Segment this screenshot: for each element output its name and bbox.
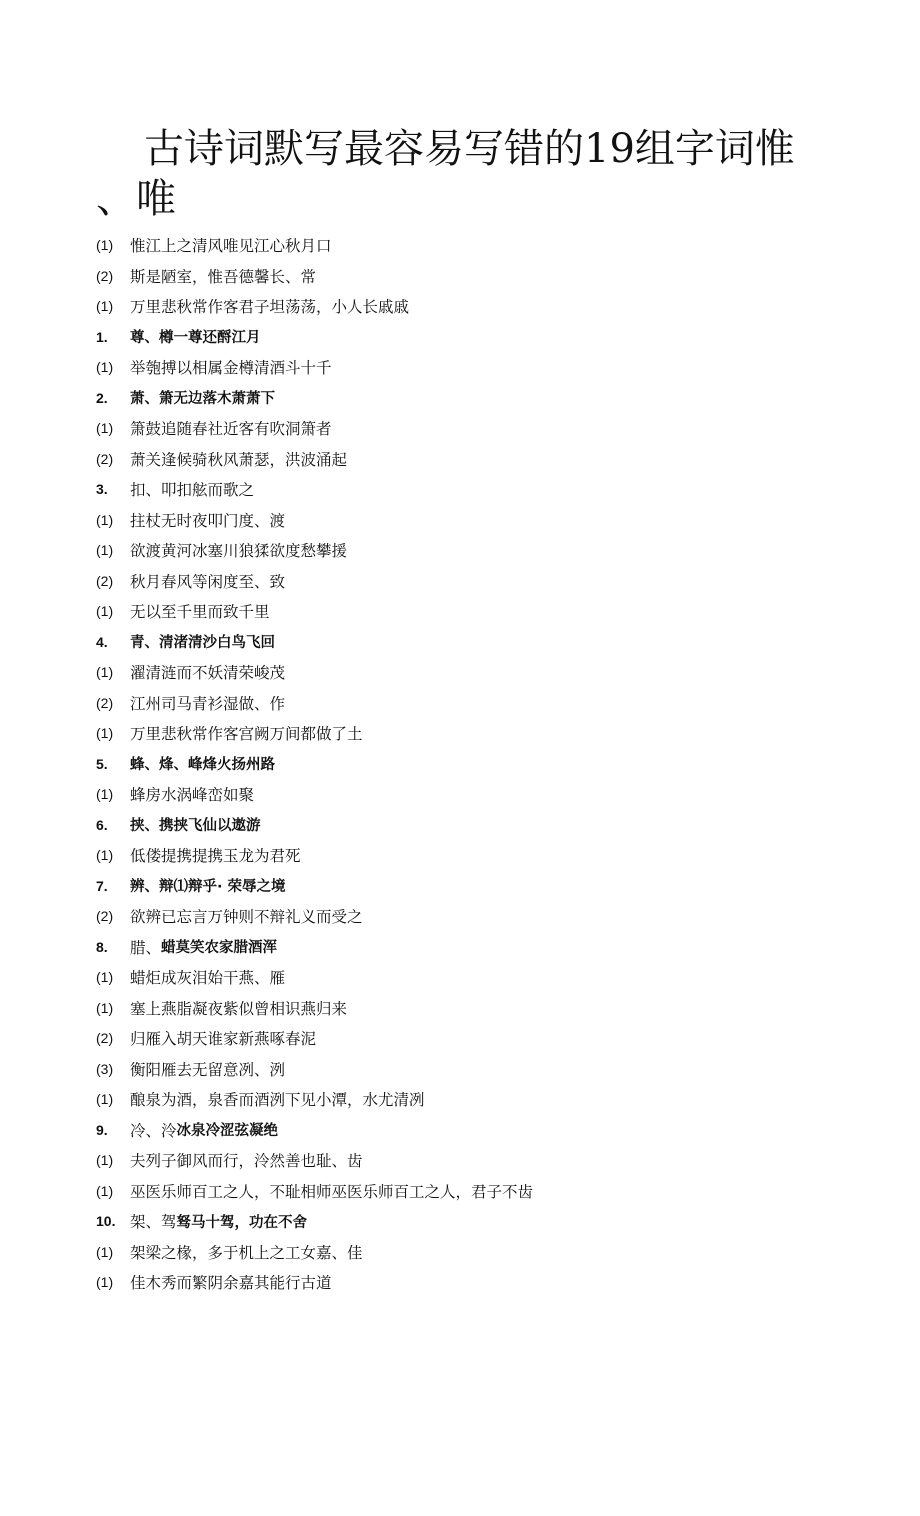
item-number: (1) bbox=[96, 1091, 114, 1108]
list-item bbox=[96, 1267, 876, 1298]
item-text: 萧关逢候骑秋风萧瑟，洪波涌起 bbox=[130, 450, 348, 469]
item-text: 举匏搏以相属金樽清酒斗十千 bbox=[130, 359, 332, 378]
item-number: 8. bbox=[96, 938, 108, 955]
list-item bbox=[96, 688, 876, 719]
list-item bbox=[96, 1176, 876, 1207]
item-number: 2. bbox=[96, 389, 108, 406]
item-text: 冷、泠 bbox=[130, 1121, 177, 1140]
item-number: (1) bbox=[96, 420, 114, 437]
item-number: (1) bbox=[96, 1243, 114, 1260]
page-title bbox=[96, 124, 816, 224]
list-item bbox=[96, 749, 876, 780]
item-bold-text: 驽马十驾，功在不舍 bbox=[176, 1214, 308, 1231]
list-item bbox=[96, 261, 876, 292]
item-number: (1) bbox=[96, 1182, 114, 1199]
item-bold-text: 蜡莫笑农家腊酒浑 bbox=[161, 940, 278, 957]
item-text: 架、驾 bbox=[130, 1213, 177, 1232]
item-number: (2) bbox=[96, 1030, 114, 1047]
item-number: 3. bbox=[96, 481, 108, 498]
list-item bbox=[96, 810, 876, 841]
item-number: (1) bbox=[96, 725, 114, 742]
title-line-1: 古诗词默写最容易写错的19组字词惟 bbox=[144, 126, 795, 172]
item-number: 10. bbox=[96, 1213, 116, 1230]
item-text: 欲渡黄河冰塞川狼猱欲度愁攀援 bbox=[130, 542, 348, 561]
item-text: 巫医乐师百工之人，不耻相师巫医乐师百工之人，君子不齿 bbox=[130, 1182, 534, 1201]
list-item bbox=[96, 291, 876, 322]
item-text: 酿泉为酒，泉香而酒洌下见小潭，水尤清冽 bbox=[130, 1091, 425, 1110]
item-text: 佳木秀而繁阴余嘉其能行古道 bbox=[130, 1274, 332, 1293]
list-item bbox=[96, 932, 876, 963]
item-text: 万里悲秋常作客宫阙万间都做了土 bbox=[130, 725, 363, 744]
item-number: (1) bbox=[96, 847, 114, 864]
list-item bbox=[96, 1237, 876, 1268]
item-text: 欲辨已忘言万钟则不辩礼义而受之 bbox=[130, 908, 363, 927]
list-item bbox=[96, 718, 876, 749]
item-number: (2) bbox=[96, 267, 114, 284]
item-text: 濯清涟而不妖清荣峻茂 bbox=[130, 664, 286, 683]
list-item bbox=[96, 871, 876, 902]
item-text: 无以至千里而致千里 bbox=[130, 603, 270, 622]
item-bold-text: 尊、樽一尊还酹江月 bbox=[130, 330, 261, 347]
item-text: 低偻提携提携玉龙为君死 bbox=[130, 847, 301, 866]
list-item bbox=[96, 596, 876, 627]
list-item bbox=[96, 1084, 876, 1115]
item-number: (1) bbox=[96, 664, 114, 681]
item-number: (2) bbox=[96, 450, 114, 467]
item-bold-text: 挟、携挟飞仙以遨游 bbox=[130, 818, 261, 835]
item-number: 1. bbox=[96, 328, 108, 345]
list-item bbox=[96, 962, 876, 993]
item-number: (1) bbox=[96, 999, 114, 1016]
item-bold-text: 青、清渚清沙白鸟飞回 bbox=[130, 635, 275, 652]
list-item bbox=[96, 993, 876, 1024]
item-text: 扣、叩扣舷而歌之 bbox=[130, 481, 255, 500]
item-text: 秋月春风等闲度至、致 bbox=[130, 572, 286, 591]
entry-list bbox=[96, 230, 876, 1298]
item-number: (1) bbox=[96, 1152, 114, 1169]
list-item bbox=[96, 901, 876, 932]
item-number: 9. bbox=[96, 1121, 108, 1138]
item-text: 蜂房水涡峰峦如聚 bbox=[130, 786, 255, 805]
item-text: 江州司马青衫湿做、作 bbox=[130, 694, 286, 713]
list-item bbox=[96, 627, 876, 658]
list-item bbox=[96, 1115, 876, 1146]
item-number: (2) bbox=[96, 572, 114, 589]
item-text: 斯是陋室，惟吾德馨长、常 bbox=[130, 267, 317, 286]
list-item bbox=[96, 535, 876, 566]
item-number: 5. bbox=[96, 755, 108, 772]
item-number: 6. bbox=[96, 816, 108, 833]
item-number: (1) bbox=[96, 603, 114, 620]
item-text: 惟江上之清风唯见江心秋月口 bbox=[130, 237, 332, 256]
item-number: (1) bbox=[96, 359, 114, 376]
list-item bbox=[96, 1054, 876, 1085]
list-item bbox=[96, 383, 876, 414]
list-item bbox=[96, 1023, 876, 1054]
list-item bbox=[96, 505, 876, 536]
item-text: 蜡炬成灰泪始干燕、雁 bbox=[130, 969, 286, 988]
item-bold-text: 冰泉冷涩弦凝绝 bbox=[176, 1123, 279, 1140]
item-number: (1) bbox=[96, 237, 114, 254]
item-text: 箫鼓追随春社近客有吹洞箫者 bbox=[130, 420, 332, 439]
list-item bbox=[96, 444, 876, 475]
item-text: 塞上燕脂凝夜紫似曾相识燕归来 bbox=[130, 999, 348, 1018]
item-bold-text: 蜂、烽、峰烽火扬州路 bbox=[130, 757, 275, 774]
item-number: (1) bbox=[96, 786, 114, 803]
item-text: 腊、 bbox=[130, 938, 162, 957]
list-item bbox=[96, 322, 876, 353]
list-item bbox=[96, 566, 876, 597]
item-number: (1) bbox=[96, 511, 114, 528]
list-item bbox=[96, 474, 876, 505]
list-item bbox=[96, 230, 876, 261]
item-text: 架梁之椽，多于机上之工女嘉、佳 bbox=[130, 1243, 363, 1262]
item-text: 归雁入胡天谁家新燕啄春泥 bbox=[130, 1030, 317, 1049]
item-text: 衡阳雁去无留意冽、洌 bbox=[130, 1060, 286, 1079]
item-number: (2) bbox=[96, 908, 114, 925]
item-number: (1) bbox=[96, 1274, 114, 1291]
item-number: (1) bbox=[96, 298, 114, 315]
list-item bbox=[96, 779, 876, 810]
list-item bbox=[96, 352, 876, 383]
item-number: 4. bbox=[96, 633, 108, 650]
list-item bbox=[96, 1206, 876, 1237]
item-bold-text: 萧、箫无边落木萧萧下 bbox=[130, 391, 275, 408]
list-item bbox=[96, 657, 876, 688]
item-text: 夫列子御风而行，泠然善也耻、齿 bbox=[130, 1152, 363, 1171]
item-number: 7. bbox=[96, 877, 108, 894]
item-number: (1) bbox=[96, 969, 114, 986]
list-item bbox=[96, 1145, 876, 1176]
title-line-2: 、唯 bbox=[96, 176, 176, 222]
item-number: (3) bbox=[96, 1060, 114, 1077]
list-item bbox=[96, 840, 876, 871]
item-bold-text: 辨、辩⑴辩乎· 荣辱之境 bbox=[130, 879, 286, 896]
list-item bbox=[96, 413, 876, 444]
item-number: (2) bbox=[96, 694, 114, 711]
item-number: (1) bbox=[96, 542, 114, 559]
item-text: 万里悲秋常作客君子坦荡荡，小人长戚戚 bbox=[130, 298, 410, 317]
item-text: 拄杖无时夜叩门度、渡 bbox=[130, 511, 286, 530]
